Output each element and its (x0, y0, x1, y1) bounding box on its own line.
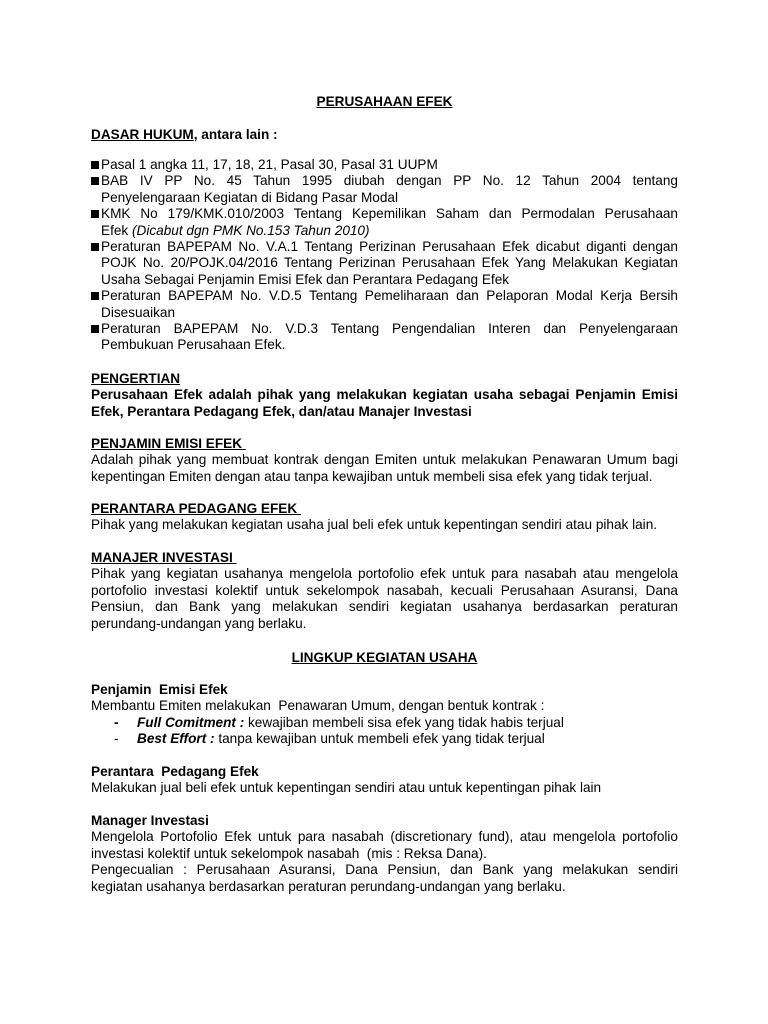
square-bullet-icon (91, 177, 99, 185)
lingkup-perantara-heading: Perantara Pedagang Efek (91, 764, 259, 779)
perantara-text: Pihak yang melakukan kegiatan usaha jual beli efek untuk kepentingan sendiri atau pihak lain. (91, 517, 658, 533)
lingkup-manajer-heading: Manager Investasi (91, 813, 209, 828)
lingkup-penjamin-section (91, 682, 678, 748)
lingkup-perantara-section (91, 764, 678, 797)
perantara-heading: PERANTARA PEDAGANG EFEK (91, 501, 301, 516)
penjamin-text: Adalah pihak yang membuat kontrak dengan Emiten untuk melakukan Penawaran Umum bagi (91, 452, 678, 468)
dash-bullet: - (114, 731, 119, 747)
manajer-text: Pihak yang kegiatan usahanya mengelola portofolio efek untuk para nasabah atau mengelola (91, 566, 678, 582)
list-item: Peraturan BAPEPAM No. V.A.1 Tentang Perizinan Perusahaan Efek dicabut diganti dengan POJK No. 20/POJK.04/2016 Tentang Perizinan Perusahaan Efek Yang Melakukan Kegiatan Usaha Sebagai Penjamin Emisi Efek dan Perantara Pedagang Efek (91, 239, 678, 288)
manajer-section (91, 550, 678, 632)
manajer-text: perundang-undangan yang berlaku. (91, 615, 307, 631)
penjamin-heading: PENJAMIN EMISI EFEK (91, 436, 246, 451)
contract-desc: kewajiban membeli sisa efek yang tidak habis terjual (244, 714, 564, 730)
contract-term: Full Comitment : (137, 714, 245, 730)
square-bullet-icon (91, 161, 99, 169)
pengertian-section (91, 371, 678, 420)
dasar-hukum-heading (91, 127, 678, 143)
dash-bullet: - (114, 714, 119, 730)
list-item: Pasal 1 angka 11, 17, 18, 21, Pasal 30, Pasal 31 UUPM (91, 157, 678, 173)
pengertian-text: Perusahaan Efek adalah pihak yang melakukan kegiatan usaha sebagai Penjamin Emisi (91, 387, 678, 403)
lingkup-penjamin-intro: Membantu Emiten melakukan Penawaran Umum, dengan bentuk kontrak : (91, 698, 545, 714)
contract-desc: tanpa kewajiban untuk membeli efek yang tidak terjual (214, 731, 545, 747)
lingkup-manajer-text: Pengecualian : Perusahaan Asuransi, Dana Pensiun, dan Bank yang melakukan sendiri (91, 862, 678, 878)
list-item: BAB IV PP No. 45 Tahun 1995 diubah dengan PP No. 12 Tahun 2004 tentang Penyelengaraan Kegiatan di Bidang Pasar Modal (91, 173, 678, 206)
dasar-hukum-label: DASAR HUKUM (91, 127, 194, 142)
contract-term: Best Effort : (137, 731, 215, 747)
dasar-hukum-suffix: , antara lain : (193, 127, 278, 142)
square-bullet-icon (91, 325, 99, 333)
pengertian-heading: PENGERTIAN (91, 371, 181, 386)
penjamin-text: kepentingan Emiten dengan atau tanpa kewajiban untuk membeli sisa efek yang tidak terjual. (91, 468, 653, 484)
list-item: Peraturan BAPEPAM No. V.D.5 Tentang Pemeliharaan dan Pelaporan Modal Kerja Bersih Disesuaikan (91, 288, 678, 321)
lingkup-heading: LINGKUP KEGIATAN USAHA (291, 650, 478, 665)
lingkup-manajer-text: Mengelola Portofolio Efek untuk para nasabah (discretionary fund), atau mengelola portofolio (91, 829, 678, 845)
manajer-text: portofolio investasi kolektif untuk sekelompok nasabah, kecuali Perusahaan Asuransi, Dana (91, 582, 678, 598)
list-item (91, 715, 678, 731)
square-bullet-icon (91, 210, 99, 218)
perantara-section (91, 501, 678, 534)
list-item (91, 731, 678, 747)
lingkup-manajer-section (91, 813, 678, 895)
lingkup-manajer-text: kegiatan usahanya berdasarkan peraturan perundang-undangan yang berlaku. (91, 878, 566, 894)
lingkup-penjamin-heading: Penjamin Emisi Efek (91, 682, 228, 697)
square-bullet-icon (91, 292, 99, 300)
lingkup-perantara-text: Melakukan jual beli efek untuk kepentingan sendiri atau untuk kepentingan pihak lain (91, 780, 602, 796)
document-title: PERUSAHAAN EFEK (316, 94, 453, 109)
penjamin-section (91, 436, 678, 485)
manajer-text: Pensiun, dan Bank yang melakukan sendiri kegiatan usahanya berdasarkan peraturan (91, 599, 678, 615)
pengertian-text: Efek, Perantara Pedagang Efek, dan/atau Manajer Investasi (91, 403, 472, 419)
manajer-heading: MANAJER INVESTASI (91, 550, 237, 565)
lingkup-manajer-text: investasi kolektif untuk sekelompok nasabah (mis : Reksa Dana). (91, 845, 487, 861)
dasar-hukum-list (91, 157, 678, 354)
list-item: KMK No 179/KMK.010/2003 Tentang Kepemilikan Saham dan Permodalan Perusahaan Efek (Dicabut dgn PMK No.153 Tahun 2010) (91, 206, 678, 239)
square-bullet-icon (91, 243, 99, 251)
list-item: Peraturan BAPEPAM No. V.D.3 Tentang Pengendalian Interen dan Penyelengaraan Pembukuan Perusahaan Efek. (91, 321, 678, 354)
